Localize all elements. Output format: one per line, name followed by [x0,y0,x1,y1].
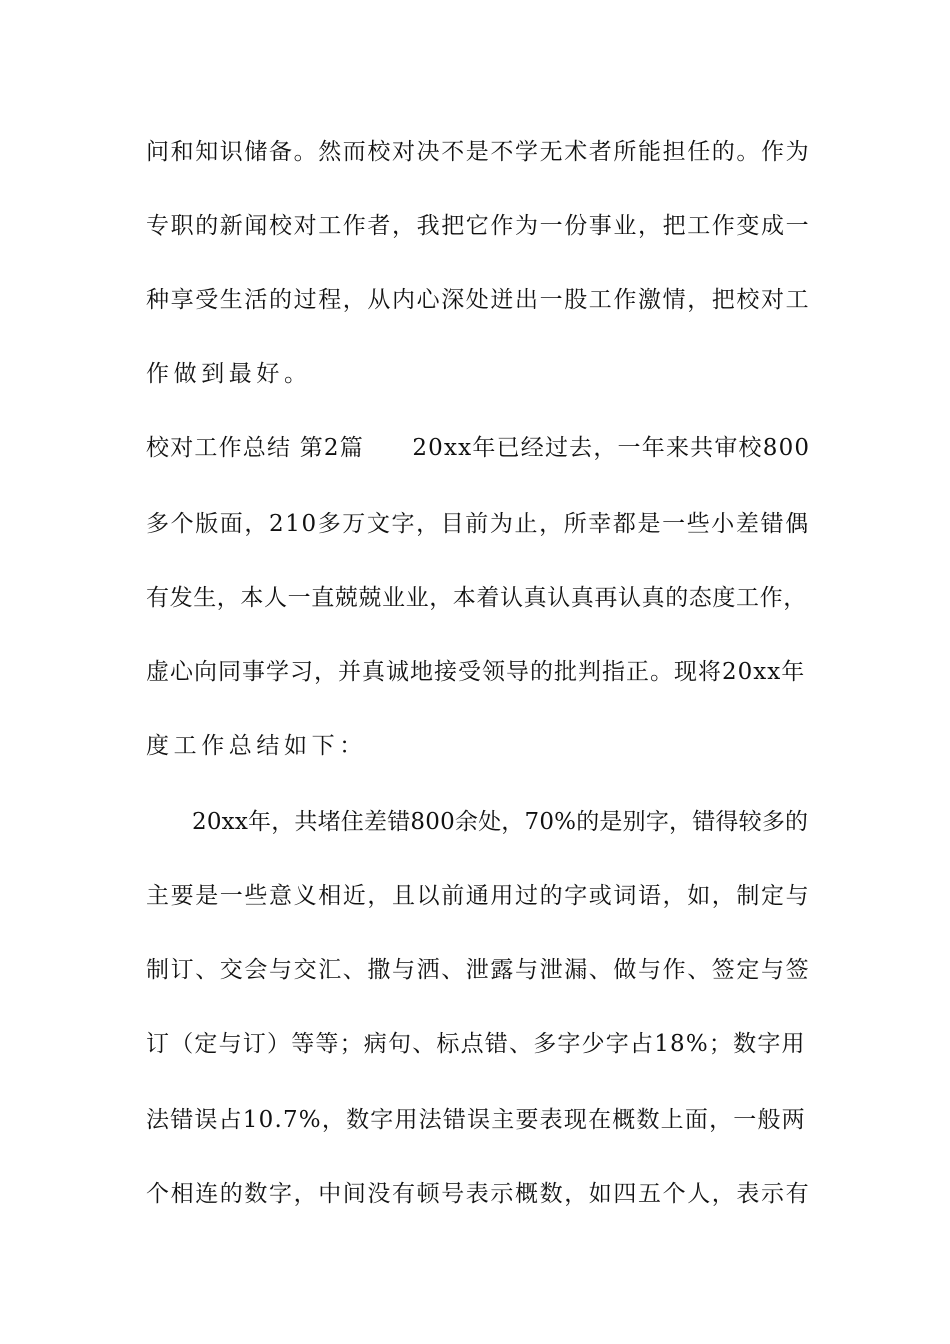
section-heading-line: 校对工作总结 第2篇 20xx年已经过去，一年来共审校800 [146,435,811,461]
text-line: 主要是一些意义相近，且以前通用过的字或词语，如，制定与 [146,883,811,909]
text-line: 问和知识储备。然而校对决不是不学无术者所能担任的。作为 [146,139,811,165]
text-line: 个相连的数字，中间没有顿号表示概数，如四五个人，表示有 [146,1181,811,1207]
text-line: 专职的新闻校对工作者，我把它作为一份事业，把工作变成一 [146,213,811,239]
text-line: 制订、交会与交汇、撒与洒、泄露与泄漏、做与作、签定与签 [146,957,811,983]
text-line: 种享受生活的过程，从内心深处迸出一股工作激情，把校对工 [146,287,811,313]
paragraph-first-line: 20xx年，共堵住差错800余处，70%的是别字，错得较多的 [192,809,809,835]
text-line: 作做到最好。 [146,361,312,387]
text-line: 法错误占10.7%，数字用法错误主要表现在概数上面，一般两 [146,1107,806,1133]
text-line: 多个版面，210多万文字，目前为止，所幸都是一些小差错偶 [146,511,810,537]
text-line: 度工作总结如下： [146,733,367,759]
text-line: 订（定与订）等等；病句、标点错、多字少字占18%；数字用 [146,1031,806,1057]
text-line: 虚心向同事学习，并真诚地接受领导的批判指正。现将20xx年 [146,659,806,685]
text-line: 有发生，本人一直兢兢业业，本着认真认真再认真的态度工作， [146,585,807,611]
